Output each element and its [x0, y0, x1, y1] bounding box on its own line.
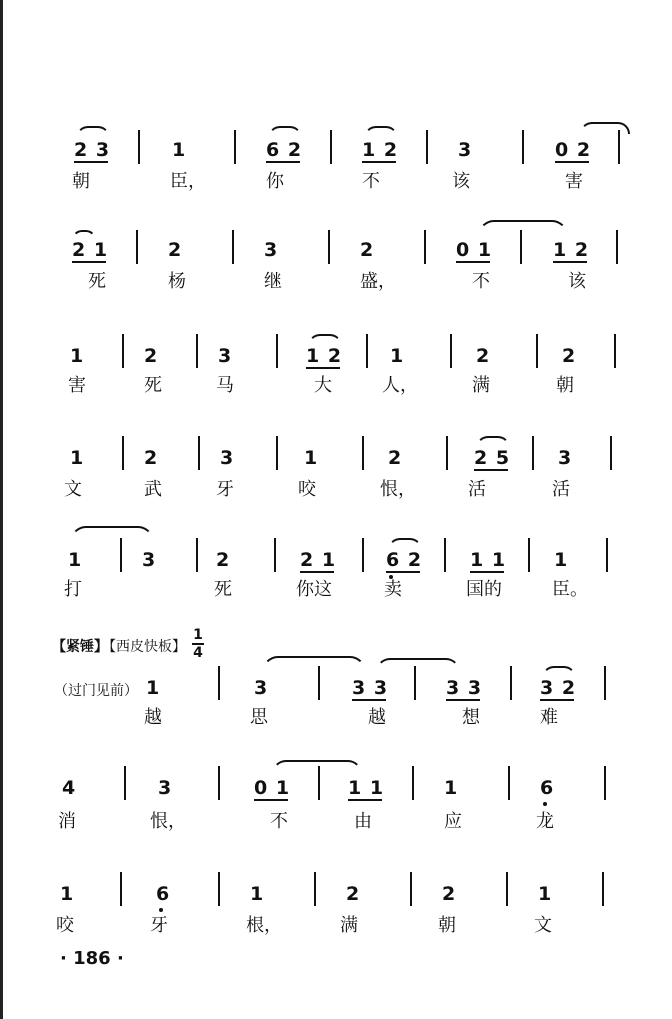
lyric: 文: [534, 915, 552, 936]
note-group: 1: [554, 549, 569, 571]
note-group: 3: [158, 777, 173, 799]
barline: [122, 436, 124, 470]
lyric: 马: [216, 375, 234, 396]
lyric: 牙: [150, 915, 168, 936]
slur: [364, 126, 398, 138]
lyric: 朝: [72, 171, 90, 192]
underline: [540, 699, 574, 701]
barline: [414, 666, 416, 700]
lyric: 你这: [296, 579, 332, 600]
note-group: 1: [390, 345, 405, 367]
note-group: 3: [218, 345, 233, 367]
lyric: 龙: [536, 811, 554, 832]
lyric: 满: [472, 375, 490, 396]
barline: [520, 230, 522, 264]
note-group: 1: [538, 883, 553, 905]
barline: [234, 130, 236, 164]
barline: [122, 334, 124, 368]
slur: [70, 526, 154, 542]
lyric: 打: [64, 579, 82, 600]
note-group: 3 3: [446, 677, 483, 699]
note-group: 3 2: [540, 677, 577, 699]
lyric: 杨: [168, 271, 186, 292]
underline: [555, 161, 589, 163]
barline: [616, 230, 618, 264]
barline: [120, 538, 122, 572]
score-system-4: [0, 434, 672, 524]
underline: [446, 699, 480, 701]
note-group: 1 1: [348, 777, 385, 799]
lyric: 大: [314, 375, 332, 396]
lyric: 不: [472, 271, 490, 292]
note-group: 6 2: [266, 139, 303, 161]
lyric: 人，: [382, 375, 418, 396]
slur: [272, 760, 362, 774]
lyric: 害: [68, 375, 86, 396]
barline: [444, 538, 446, 572]
lyric: 活: [468, 479, 486, 500]
barline: [218, 872, 220, 906]
note-group: 1: [60, 883, 75, 905]
lyric: 牙: [216, 479, 234, 500]
note-group: 6: [540, 777, 555, 799]
lyric: 恨，: [380, 479, 416, 500]
note-group: 2 1: [72, 239, 109, 261]
note-group: 2: [144, 447, 159, 469]
lyric: 越: [144, 707, 162, 728]
score-system-6: [0, 660, 672, 750]
underline: [72, 261, 106, 263]
lyric: 根，: [246, 915, 282, 936]
barline: [318, 766, 320, 800]
lyric: 该: [568, 271, 586, 292]
note-group: 2: [476, 345, 491, 367]
barline: [318, 666, 320, 700]
octave-dot: [159, 908, 163, 912]
barline: [604, 766, 606, 800]
barline: [274, 538, 276, 572]
lyric: 臣，: [170, 171, 206, 192]
barline: [362, 538, 364, 572]
score-system-1: [0, 118, 672, 208]
barline: [508, 766, 510, 800]
note-group: 1 2: [306, 345, 343, 367]
lyric: 盛，: [360, 271, 396, 292]
note-group: 1: [70, 345, 85, 367]
note-group: 2 1: [300, 549, 337, 571]
underline: [386, 571, 420, 573]
note-group: 0 2: [555, 139, 592, 161]
score-system-5: [0, 520, 672, 610]
note-group: 2 3: [74, 139, 111, 161]
lyric: 朝: [438, 915, 456, 936]
tempo-marking: 【紧锤】: [52, 639, 108, 655]
double-barline: [606, 538, 612, 572]
slur: [478, 220, 568, 236]
note-group: 6: [156, 883, 171, 905]
meter-bottom: 4: [193, 645, 203, 661]
barline: [276, 436, 278, 470]
note-group: 3: [142, 549, 157, 571]
barline: [218, 766, 220, 800]
note-group: 3: [254, 677, 269, 699]
transition-note: （过门见前）: [54, 683, 138, 699]
note-group: 3 3: [352, 677, 389, 699]
barline: [136, 230, 138, 264]
slur: [268, 126, 302, 138]
underline: [362, 161, 396, 163]
underline: [456, 261, 490, 263]
barline: [426, 130, 428, 164]
underline: [74, 161, 108, 163]
lyric: 死: [88, 271, 106, 292]
lyric: 继: [264, 271, 282, 292]
lyric: 想: [462, 707, 480, 728]
barline: [218, 666, 220, 700]
lyric: 满: [340, 915, 358, 936]
barline: [412, 766, 414, 800]
barline: [314, 872, 316, 906]
underline: [300, 571, 334, 573]
slur: [76, 126, 110, 138]
lyric: 咬: [56, 915, 74, 936]
lyric: 咬: [298, 479, 316, 500]
barline: [536, 334, 538, 368]
lyric: 国的: [466, 579, 502, 600]
barline: [196, 538, 198, 572]
lyric: 由: [354, 811, 372, 832]
note-group: 2: [442, 883, 457, 905]
barline: [614, 334, 616, 368]
lyric: 活: [552, 479, 570, 500]
note-group: 2: [168, 239, 183, 261]
barline: [120, 872, 122, 906]
score-system-3: [0, 330, 672, 420]
barline: [198, 436, 200, 470]
score-system-7: [0, 762, 672, 852]
underline: [306, 367, 340, 369]
note-group: 6 2: [386, 549, 423, 571]
lyric: 害: [565, 171, 583, 192]
barline: [328, 230, 330, 264]
underline: [348, 799, 382, 801]
underline: [254, 799, 288, 801]
lyric: 应: [444, 811, 462, 832]
lyric: 你: [266, 171, 284, 192]
note-group: 3: [458, 139, 473, 161]
note-group: 0 1: [456, 239, 493, 261]
note-group: 1: [146, 677, 161, 699]
barline: [424, 230, 426, 264]
barline: [532, 436, 534, 470]
barline: [618, 130, 620, 164]
note-group: 1 2: [553, 239, 590, 261]
lyric: 死: [144, 375, 162, 396]
lyric: 恨，: [150, 811, 186, 832]
note-group: 2: [216, 549, 231, 571]
page-number: · 186 ·: [60, 948, 124, 969]
tie: [580, 122, 630, 134]
score-system-8: [0, 866, 672, 956]
lyric: 文: [64, 479, 82, 500]
note-group: 3: [264, 239, 279, 261]
lyric: 武: [144, 479, 162, 500]
note-group: 2: [562, 345, 577, 367]
note-group: 1: [70, 447, 85, 469]
barline: [410, 872, 412, 906]
barline: [510, 666, 512, 700]
note-group: 2: [360, 239, 375, 261]
note-group: 2 5: [474, 447, 511, 469]
note-group: 1 1: [470, 549, 507, 571]
lyric: 不: [270, 811, 288, 832]
note-group: 2: [144, 345, 159, 367]
slur: [376, 658, 460, 672]
note-group: 0 1: [254, 777, 291, 799]
note-group: 1 2: [362, 139, 399, 161]
barline: [450, 334, 452, 368]
note-group: 1: [304, 447, 319, 469]
note-group: 3: [220, 447, 235, 469]
lyric: 难: [540, 707, 558, 728]
lyric: 死: [214, 579, 232, 600]
barline: [138, 130, 140, 164]
underline: [474, 469, 508, 471]
note-group: 1: [250, 883, 265, 905]
underline: [470, 571, 504, 573]
note-group: 4: [62, 777, 77, 799]
note-group: 2: [346, 883, 361, 905]
lyric: 越: [368, 707, 386, 728]
lyric: 消: [58, 811, 76, 832]
lyric: 该: [452, 171, 470, 192]
lyric: 不: [362, 171, 380, 192]
score-system-2: [0, 220, 672, 310]
barline: [506, 872, 508, 906]
meter-top: 1: [193, 627, 203, 643]
lyric: 卖: [384, 579, 402, 600]
octave-dot: [543, 802, 547, 806]
barline: [362, 436, 364, 470]
barline: [604, 666, 606, 700]
barline: [330, 130, 332, 164]
note-group: 1: [444, 777, 459, 799]
lyric: 臣。: [552, 579, 588, 600]
underline: [266, 161, 300, 163]
note-group: 1: [68, 549, 83, 571]
barline: [528, 538, 530, 572]
lyric: 朝: [556, 375, 574, 396]
barline: [366, 334, 368, 368]
barline: [610, 436, 612, 470]
slur: [262, 656, 366, 672]
barline: [232, 230, 234, 264]
mode-marking: 【西皮快板】: [102, 639, 186, 655]
lyric: 思: [250, 707, 268, 728]
note-group: 3: [558, 447, 573, 469]
note-group: 1: [172, 139, 187, 161]
barline: [196, 334, 198, 368]
barline: [522, 130, 524, 164]
underline: [553, 261, 587, 263]
barline: [602, 872, 604, 906]
barline: [276, 334, 278, 368]
barline: [446, 436, 448, 470]
barline: [124, 766, 126, 800]
note-group: 2: [388, 447, 403, 469]
underline: [352, 699, 386, 701]
